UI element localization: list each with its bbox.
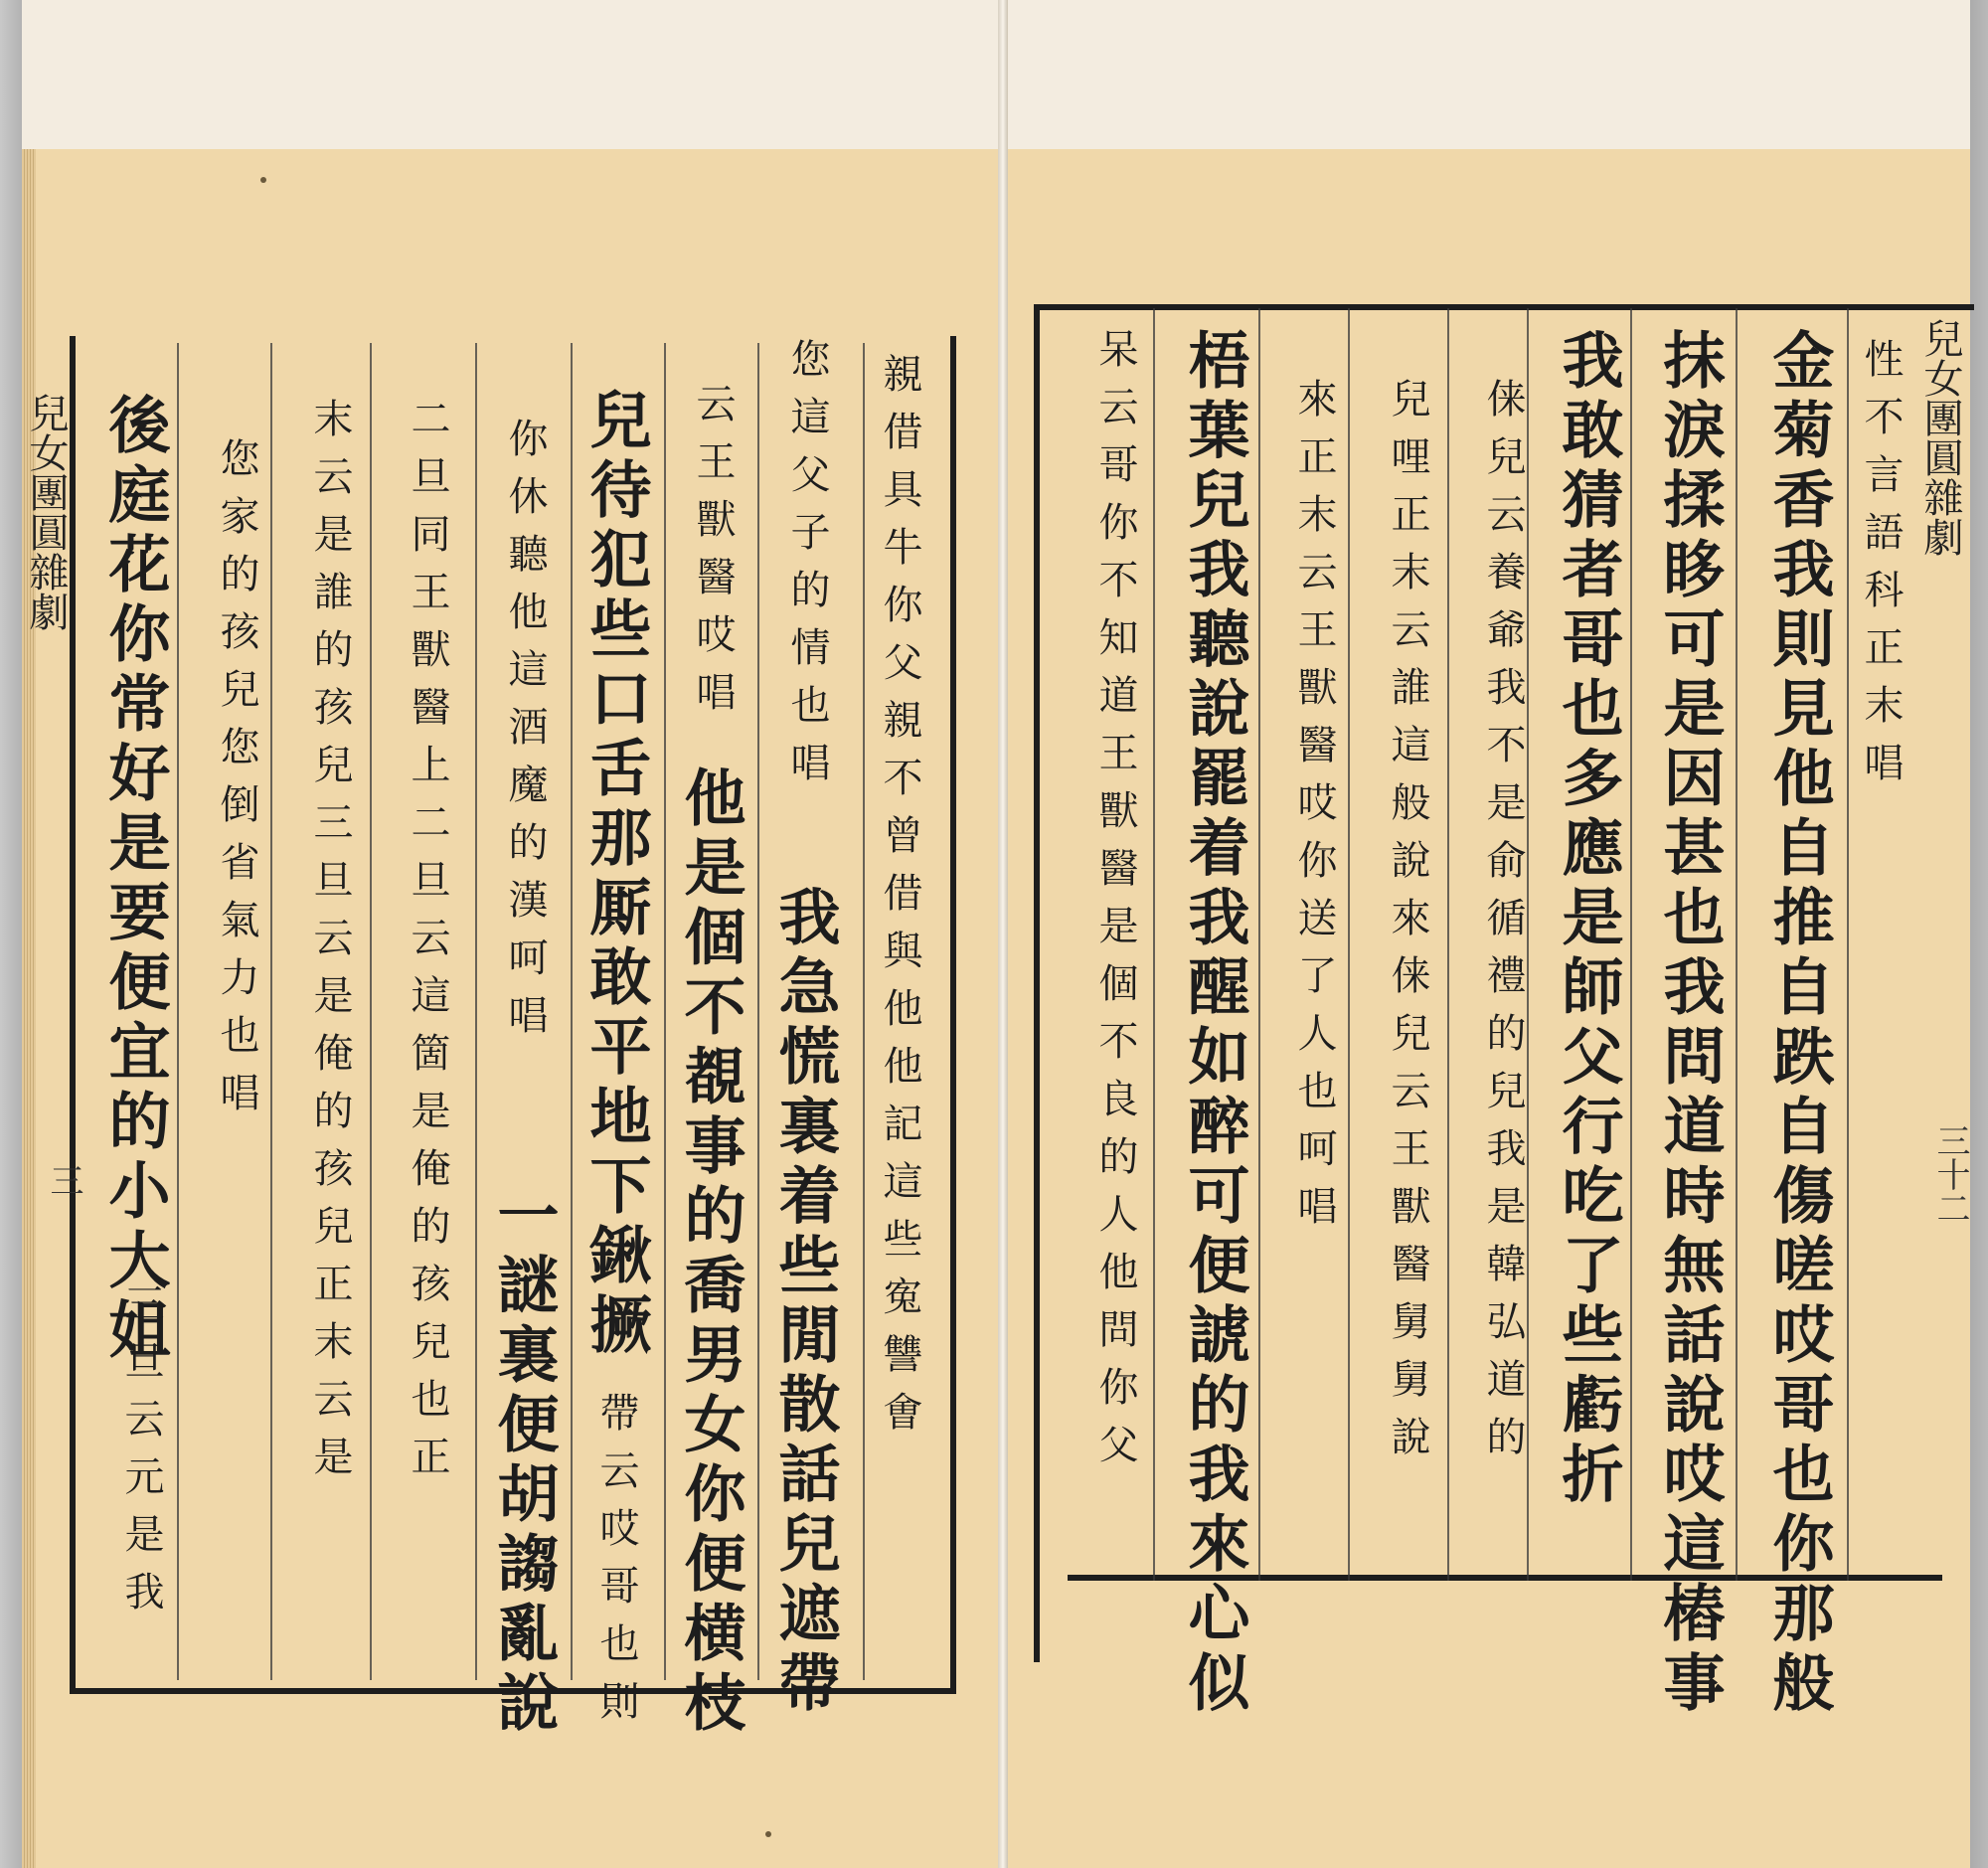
column-rule <box>1447 308 1449 1581</box>
left-column-3: 我急慌裏着些閒散話兒遮帶 <box>768 885 841 1720</box>
right-margin-note: 性不言語科正末唱 <box>1858 338 1904 799</box>
left-column-1: 親借具牛你父親不曾借與他他記這些寃讐㑹 <box>877 353 922 1448</box>
column-rule <box>1527 308 1529 1581</box>
left-column-11: 末云是誰的孩兒三旦云是俺的孩兒正末云是 <box>307 398 353 1493</box>
right-column-1: 金菊香我則見他自推自跌自傷嗟哎哥也你那般 <box>1762 328 1835 1720</box>
column-rule <box>1847 308 1849 1581</box>
left-page-number: 三 <box>44 1163 83 1197</box>
column-rule <box>757 343 759 1680</box>
left-column-8: 你休聽他這酒魔的漢呵唱 <box>502 418 548 1052</box>
left-column-13: 後庭花你常好是要便宜的小大姐 <box>98 393 171 1367</box>
left-column-12: 您家的孩兒您倒省氣力也唱 <box>214 437 259 1129</box>
column-rule <box>270 343 272 1680</box>
column-rule <box>177 343 179 1680</box>
right-column-3: 我敢猜者哥也多應是師父行吃了些虧折 <box>1552 328 1624 1511</box>
left-column-5: 他是個不覩事的喬男女你便横枝 <box>674 765 746 1740</box>
column-rule <box>863 343 865 1680</box>
paper-speck <box>260 177 266 183</box>
column-rule <box>571 343 573 1680</box>
left-column-7: 帶云哎哥也則 <box>593 1392 639 1738</box>
right-page-number: 三十二 <box>1930 1123 1970 1225</box>
column-rule <box>475 343 477 1680</box>
left-column-6: 兒待犯些口舌那厮敢平地下鍬撅 <box>580 388 652 1362</box>
column-rule <box>664 343 666 1680</box>
column-rule <box>1153 308 1155 1581</box>
book-gutter <box>998 0 1008 1868</box>
right-column-7: 梧葉兒我聽說罷着我醒如醉可便諕的我來心似 <box>1178 328 1250 1720</box>
column-rule <box>1630 308 1632 1581</box>
left-heading-label: 兒女團圓雜劇 <box>23 393 69 631</box>
left-frame-right-border <box>950 336 956 1688</box>
left-column-14: 三旦云元是我 <box>118 1282 164 1628</box>
column-rule <box>1348 308 1350 1581</box>
right-column-8: 呆云哥你不知道王獸醫是個不良的人他問你父 <box>1092 328 1138 1481</box>
left-column-10: 二旦同王獸醫上二旦云這箇是俺的孩兒也正 <box>405 398 450 1493</box>
right-column-2: 抹淚揉眵可是因甚也我問道時無話說哎這樁事 <box>1653 328 1726 1720</box>
column-rule <box>1258 308 1260 1581</box>
right-column-4: 俫兒云養爺我不是俞循禮的兒我是韓弘道的 <box>1480 378 1526 1473</box>
left-column-2: 您這父子的情也唱 <box>784 338 830 799</box>
right-column-6: 來正末云王獸醫哎你送了人也呵唱 <box>1291 378 1337 1243</box>
left-column-9: 一謎裏便胡謅亂說 <box>487 1183 560 1740</box>
column-rule <box>370 343 372 1680</box>
right-heading-label: 兒女團圓雜劇 <box>1917 318 1963 557</box>
paper-speck <box>765 1831 771 1837</box>
left-column-4: 云王獸醫哎唱 <box>690 383 736 729</box>
column-rule <box>1736 308 1738 1581</box>
right-column-5: 兒哩正末云誰這般說來俫兒云王獸醫舅舅說 <box>1385 378 1430 1473</box>
